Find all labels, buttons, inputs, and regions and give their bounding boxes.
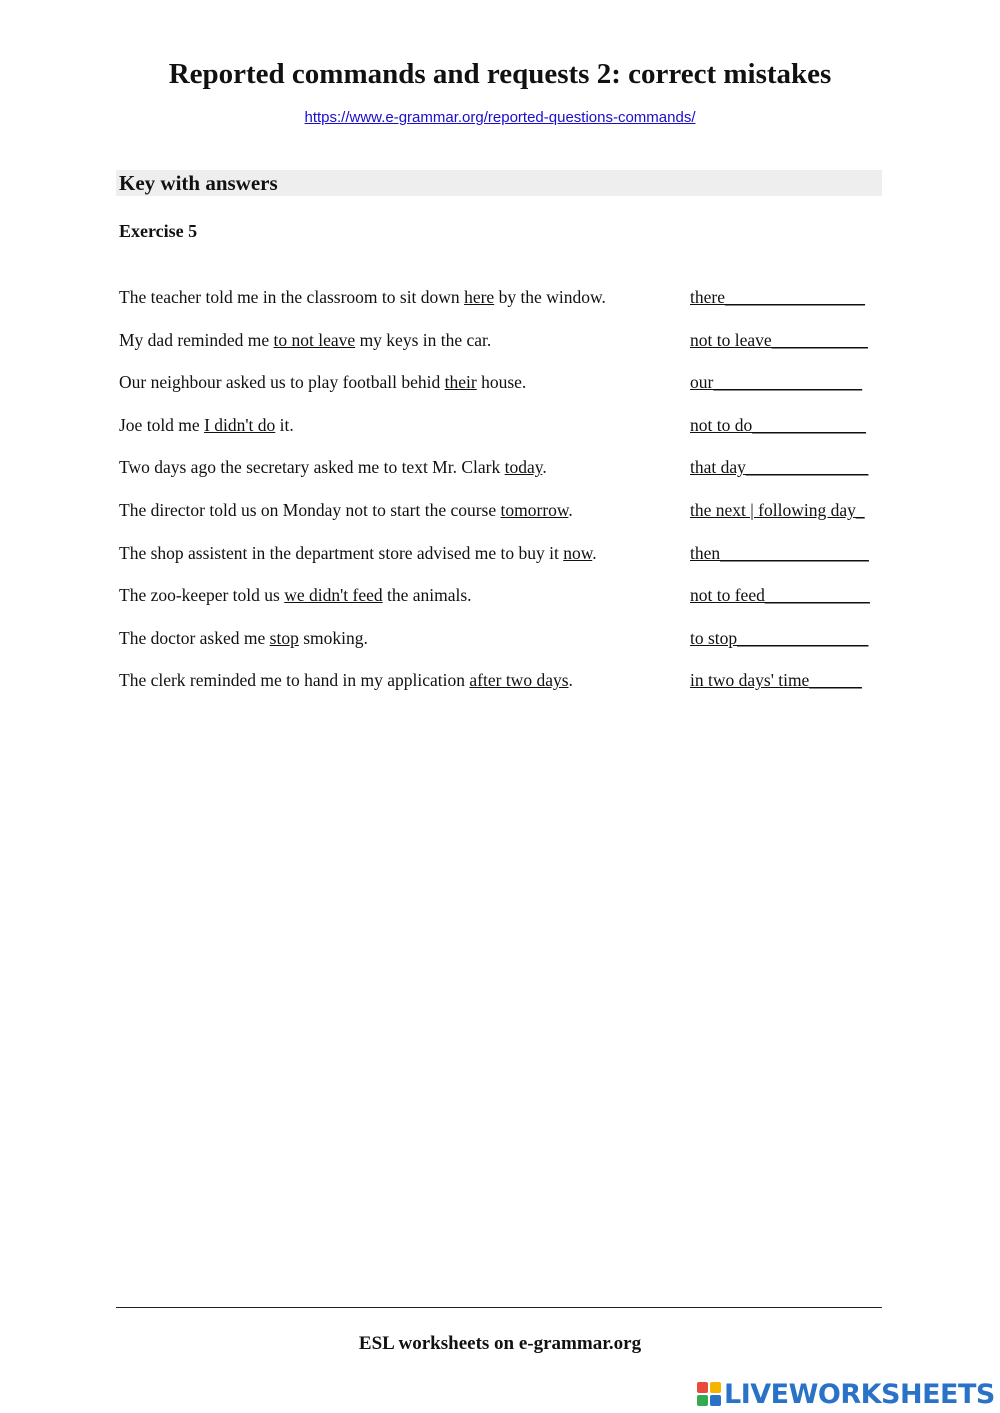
mistake: stop bbox=[269, 627, 299, 648]
exercise-item bbox=[119, 540, 889, 583]
liveworksheets-logo-icon bbox=[697, 1382, 721, 1406]
sentence: My dad reminded me to not leave my keys in the car. bbox=[119, 329, 492, 350]
footer-text: ESL worksheets on e-grammar.org bbox=[358, 1333, 642, 1354]
exercise-item bbox=[119, 369, 889, 412]
exercise-item bbox=[119, 497, 889, 540]
mistake: after two days bbox=[469, 670, 569, 691]
mistake: now bbox=[563, 542, 593, 563]
sentence: The zoo-keeper told us we didn't feed the animals. bbox=[119, 585, 472, 606]
source-url bbox=[0, 109, 1000, 126]
sentence: Our neighbour asked us to play football behid their house. bbox=[119, 372, 527, 393]
exercise-item bbox=[119, 667, 889, 710]
answer: then_________________ bbox=[690, 542, 869, 563]
exercise-item bbox=[119, 582, 889, 625]
answer: that day______________ bbox=[690, 457, 869, 478]
sentence: Joe told me I didn't do it. bbox=[119, 414, 294, 435]
mistake: tomorrow bbox=[500, 499, 569, 520]
answer: not to feed____________ bbox=[690, 585, 870, 606]
answer: not to leave___________ bbox=[690, 329, 868, 350]
answer: there________________ bbox=[690, 287, 865, 307]
exercise-list bbox=[119, 284, 889, 710]
exercise-label: Exercise 5 bbox=[119, 221, 198, 241]
liveworksheets-brand[interactable] bbox=[697, 1377, 995, 1411]
exercise-item bbox=[119, 454, 889, 497]
mistake: to not leave bbox=[273, 329, 356, 350]
sentence: The director told us on Monday not to start the course tomorrow. bbox=[119, 499, 573, 520]
page-title: Reported commands and requests 2: correct mistakes bbox=[168, 58, 832, 90]
sentence: The clerk reminded me to hand in my application after two days. bbox=[119, 670, 573, 691]
source-link[interactable]: https://www.e-grammar.org/reported-questions-commands/ bbox=[304, 109, 696, 126]
sentence: The shop assistent in the department store advised me to buy it now. bbox=[119, 542, 597, 563]
mistake: we didn't feed bbox=[284, 585, 383, 606]
section-banner bbox=[116, 170, 882, 196]
exercise-item bbox=[119, 284, 889, 327]
exercise-item bbox=[119, 327, 889, 370]
section-heading: Key with answers bbox=[119, 171, 278, 195]
answer: the next | following day_ bbox=[690, 499, 865, 520]
sentence: Two days ago the secretary asked me to text Mr. Clark today. bbox=[119, 457, 547, 478]
exercise-item bbox=[119, 625, 889, 668]
answer: not to do_____________ bbox=[690, 414, 866, 435]
mistake: today bbox=[504, 457, 543, 478]
sentence: The teacher told me in the classroom to sit down here by the window. bbox=[119, 287, 606, 307]
brand-name: LIVEWORKSHEETS bbox=[724, 1378, 995, 1410]
answer: in two days' time______ bbox=[690, 670, 862, 691]
mistake: I didn't do bbox=[204, 414, 276, 435]
mistake: here bbox=[464, 287, 495, 307]
footer-divider bbox=[116, 1307, 882, 1308]
exercise-item bbox=[119, 412, 889, 455]
sentence: The doctor asked me stop smoking. bbox=[119, 627, 368, 648]
mistake: their bbox=[444, 372, 477, 393]
answer: our_________________ bbox=[690, 372, 863, 393]
answer: to stop_______________ bbox=[690, 627, 869, 648]
